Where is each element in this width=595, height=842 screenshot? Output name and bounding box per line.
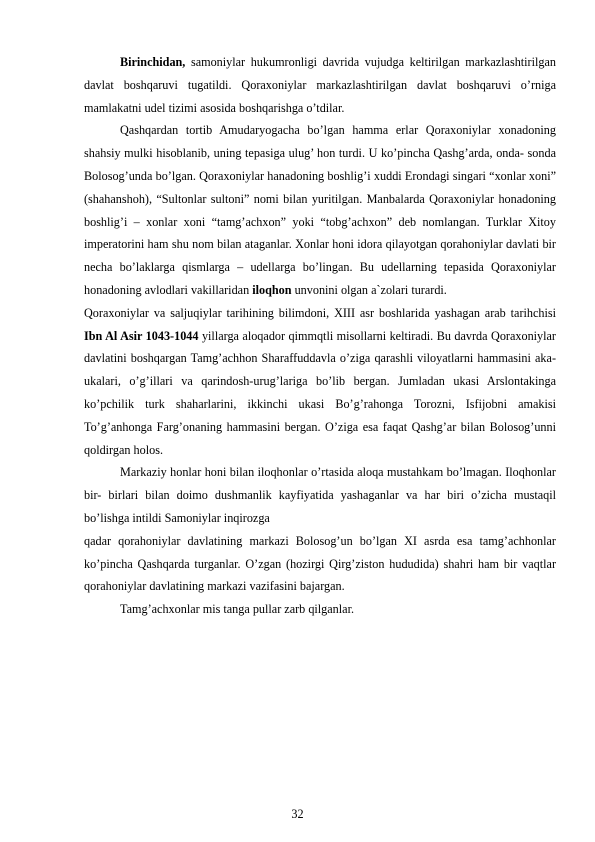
paragraph-lead: Birinchidan,: [120, 55, 186, 69]
paragraph-4: [84, 461, 556, 529]
paragraph-text: Qoraxoniylar va saljuqiylar tarihining bilimdoni, XIII asr boshlarida yashagan arab tarihchisi: [84, 305, 556, 320]
paragraph-text: Qashqardan tortib Amudaryogacha bo’lgan hamma erlar Qoraxoniylar xonadoning shahsiy mulki hisoblanib, uning tepasiga ulug’ hon turdi. U ko’pincha Qashg’arda, onda- sonda Bolosog’unda bo’lgan. Qoraxoniylar hanadoning boshlig’i xuddi Erondagi singari “xonlar xoni” (shahanshoh), “Sultonlar sultoni” nomi bilan yuritilgan. Manbalarda Qoraxoniylar honadoning boshlig’i – xonlar xoni “tamg’achxon” yoki “tobg’achxon” deb nomlangan. Turklar Xitoy imperatorini ham shu nom bilan ataganlar. Xonlar honi idora qilayotgan qorahoniylar davlati bir necha bo’laklarga qismlarga – udellarga bo’lingan. Bu udellarning tepasida Qoraxoniylar honadoning avlodlari vakillaridan: [84, 123, 556, 297]
paragraph-text: qadar qorahoniylar davlatining markazi Bolosog’un bo’lgan XI asrda esa tamg’achhonlar ko’pincha Qashqarda turganlar. O’zgan (hozirgi Qirg’ziston hududida) shahri ham bir vaqtlar qorahoniylar davlatining markazi vazifasini bajargan.: [84, 533, 556, 594]
paragraph-text: yillarga aloqador qimmqtli misollarni keltiradi. Bu davrda Qoraxoniylar davlatini boshqargan Tamg’achhon Sharaffuddavla o’ziga qarashli viloyatlarni hammasini aka- ukalari, o’g’illari va qarindosh-urug’lariga bo’lib bergan. Jumladan ukasi Arslontakinga ko’pchilik turk shaharlarini, ikkinchi ukasi Bo’g’rahonga Torozni, Isfijobni amakisi To’g’anhonga Farg’onaning hammasini bergan. O’ziga esa faqat Qashg’ar bilan Bolosog’unni qoldirgan holos.: [84, 328, 556, 457]
paragraph-text: Markaziy honlar honi bilan iloqhonlar o’rtasida aloqa mustahkam bo’lmagan. Iloqhonlar bir- birlari bilan doimo dushmanlik kayfiyatida yashaganlar va har biri o’zicha mustaqil bo’lishga intildi Samoniylar inqirozga: [84, 465, 556, 525]
paragraph-text: Tamg’achxonlar mis tanga pullar zarb qilganlar.: [120, 602, 355, 617]
paragraph-text: unvonini olgan a`zolari turardi.: [291, 282, 447, 297]
document-page: [84, 51, 556, 621]
paragraph-3: [84, 302, 556, 462]
paragraph-text: samoniylar hukumronligi davrida vujudga keltirilgan markazlashtirilgan davlat boshqaruvi tugatildi. Qoraxoniylar markazlashtirilgan davlat boshqaruvi o’rniga mamlakatni udel tizimi asosida boshqarishga o’tdilar.: [84, 55, 556, 115]
paragraph-1: [84, 51, 556, 119]
paragraph-6: [84, 598, 556, 621]
page-number: 32: [291, 807, 304, 821]
bold-term: iloqhon: [252, 282, 292, 297]
bold-term: Ibn Al Asir 1043-1044: [84, 328, 199, 343]
paragraph-2: [84, 119, 556, 301]
paragraph-5: [84, 530, 556, 598]
